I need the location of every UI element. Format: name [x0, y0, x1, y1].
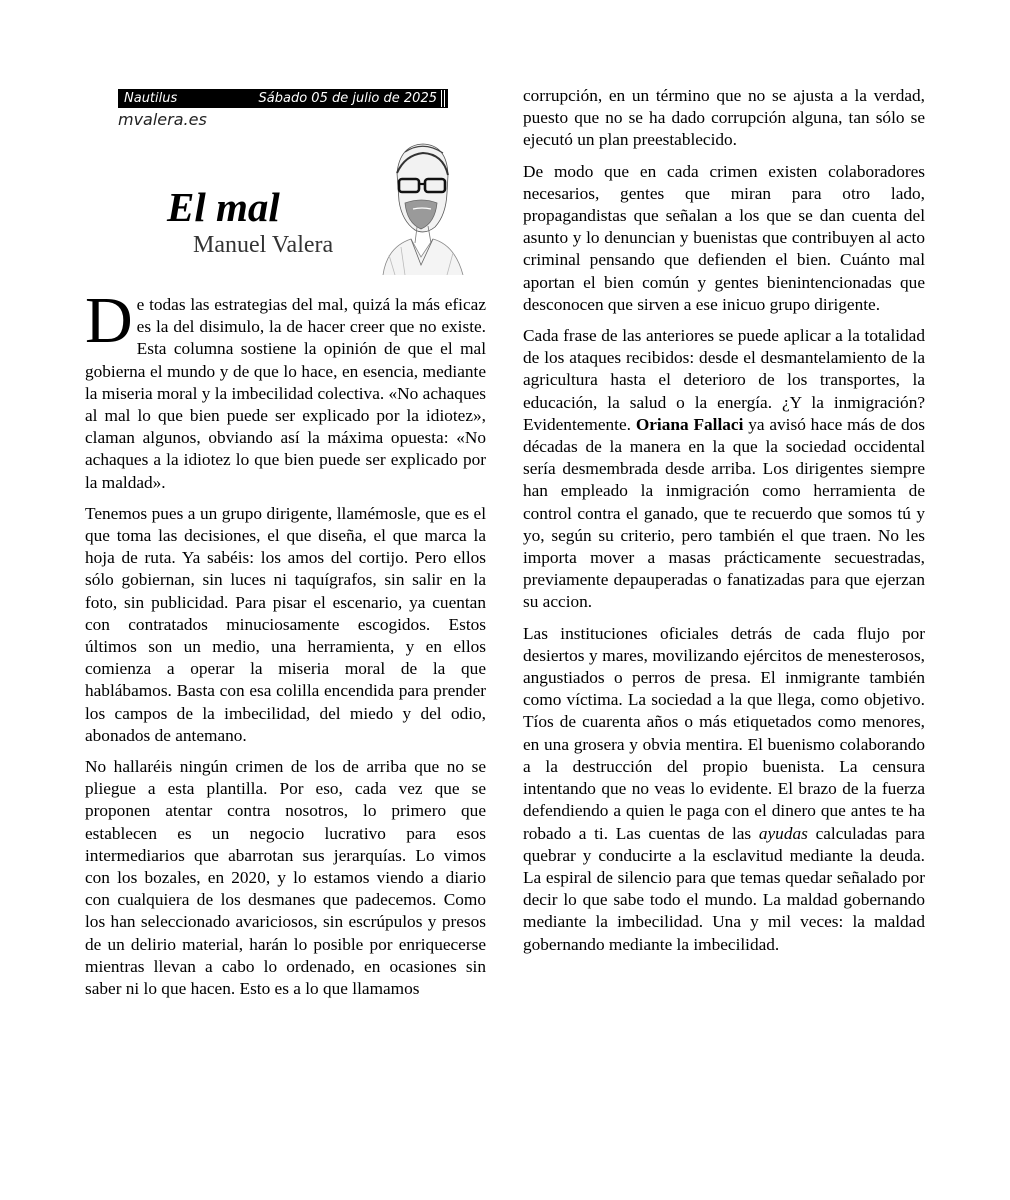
- masthead-bar: [118, 89, 448, 108]
- paragraph-1-text: e todas las estrategias del mal, quizá la más eficaz es la del disimulo, la de hacer creer que no existe. Esta columna sostiene la opinión de que el mal gobierna el mundo y de que lo hace, en esencia, mediante la miseria moral y la imbecilidad colectiva. «No achaques al mal lo que bien puede ser explicado por la idiotez», claman algunos, obviando así la máxima opuesta: «No achaques a la idiotez lo que bien puede ser explicado por la maldad».: [85, 295, 486, 492]
- publication-name: Nautilus: [124, 91, 178, 106]
- paragraph-3-continued: corrupción, en un término que no se ajusta a la verdad, puesto que no se ha dado corrupción alguna, tan sólo se ejecutó un plan preestablecido.: [523, 86, 925, 150]
- author-portrait: [375, 135, 465, 275]
- italic-word: ayudas: [758, 823, 808, 843]
- article-title: El mal: [167, 184, 280, 230]
- masthead-divider: [444, 90, 445, 107]
- paragraph-1: [85, 284, 486, 494]
- paragraph-6-text-b: calculadas para quebrar y conducirte a la esclavitud mediante la deuda. La espiral de silencio para que temas quedar señalado por decir lo que sabe todo el mundo. La maldad gobernando mediante la imbecilidad. Una y mil veces: la maldad gobernando mediante la imbecilidad.: [523, 823, 925, 954]
- article-column-left: [85, 284, 486, 1009]
- masthead-divider: [441, 90, 442, 107]
- bold-name: Oriana Fallaci: [635, 414, 744, 434]
- website-label: mvalera.es: [118, 110, 207, 129]
- paragraph-4: De modo que en cada crimen existen colaboradores necesarios, gentes que miran para otro lado, propagandistas que señalan a los que se dan cuenta del asunto y lo denuncian y buenistas que contribuyen al acto criminal pensando que defienden el bien. Cuánto mal aportan el bien común y gentes bienintencionadas que desconocen que sirven a ese inicuo grupo dirigente.: [523, 161, 925, 314]
- paragraph-5-text-b: ya avisó hace más de dos décadas de la manera en la que la sociedad occidental sería desmembrada desde arriba. Los dirigentes siempre han empleado la inmigración como herramienta de control contra el ganado, que te recuerdo que somos tú y yo, según su criterio, pero también el que traen. No les importa mover a masas prácticamente secuestradas, previamente depauperadas o fanatizadas para que ejerzan su accion.: [523, 414, 925, 612]
- paragraph-5: [523, 325, 925, 614]
- paragraph-2: Tenemos pues a un grupo dirigente, llamémosle, que es el que toma las decisiones, el que diseña, el que marca la hoja de ruta. Ya sabéis: los amos del cortijo. Pero ellos sólo gobiernan, sin luces ni taquígrafos, sin salir en la foto, sin publicidad. Para pisar el escenario, ya cuentan con contratados minuciosamente escogidos. Estos últimos son un medio, una herramienta, y en ellos comienza a operar la miseria moral de la que hablábamos. Basta con esa colilla encendida para prender los campos de la imbecilidad, del miedo y del odio, abonados de antemano.: [85, 503, 486, 745]
- publication-date: Sábado 05 de julio de 2025: [258, 91, 437, 106]
- paragraph-5-text-a: Cada frase de las anteriores se puede aplicar a la totalidad de los ataques recibidos: desde el desmantelamiento de la agricultura hasta el deterioro de los transportes, la educación, la salud o la energía. ¿Y la inmigración? Evidentemente.: [523, 326, 925, 434]
- drop-cap: D: [85, 284, 133, 357]
- article-column-right: [523, 85, 925, 965]
- paragraph-6-text-a: Las instituciones oficiales detrás de cada flujo por desiertos y mares, movilizando ejércitos de menesterosos, angustiados o perros de presa. El inmigrante también como víctima. La sociedad a la que llega, como objetivo. Tíos de cuarenta años o más etiquetados como menores, en una grosera y obvia mentira. El buenismo colaborando a la destrucción del propio buenista. La censura intentando que no veas lo evidente. El brazo de la fuerza defendiendo a quien le paga con el dinero que antes te ha robado a ti. Las cuentas de las: [523, 623, 925, 843]
- paragraph-3: No hallaréis ningún crimen de los de arriba que no se pliegue a esta plantilla. Por eso, cada vez que se proponen atentar contra nosotros, lo primero que establecen es un negocio lucrativo para esos intermediarios que abarrotan sus jerarquías. Lo vimos con los bozales, en 2020, y lo estamos viendo a diario con cualquiera de los desmanes que padecemos. Como los han seleccionado avariciosos, sin escrúpulos y presos de un delirio material, harán lo posible por enriquecerse mientras llevan a cabo lo ordenado, en ocasiones sin saber ni lo que hacen. Esto es a lo que llamamos: [85, 757, 486, 999]
- paragraph-6: [523, 623, 925, 956]
- article-author: Manuel Valera: [193, 232, 334, 258]
